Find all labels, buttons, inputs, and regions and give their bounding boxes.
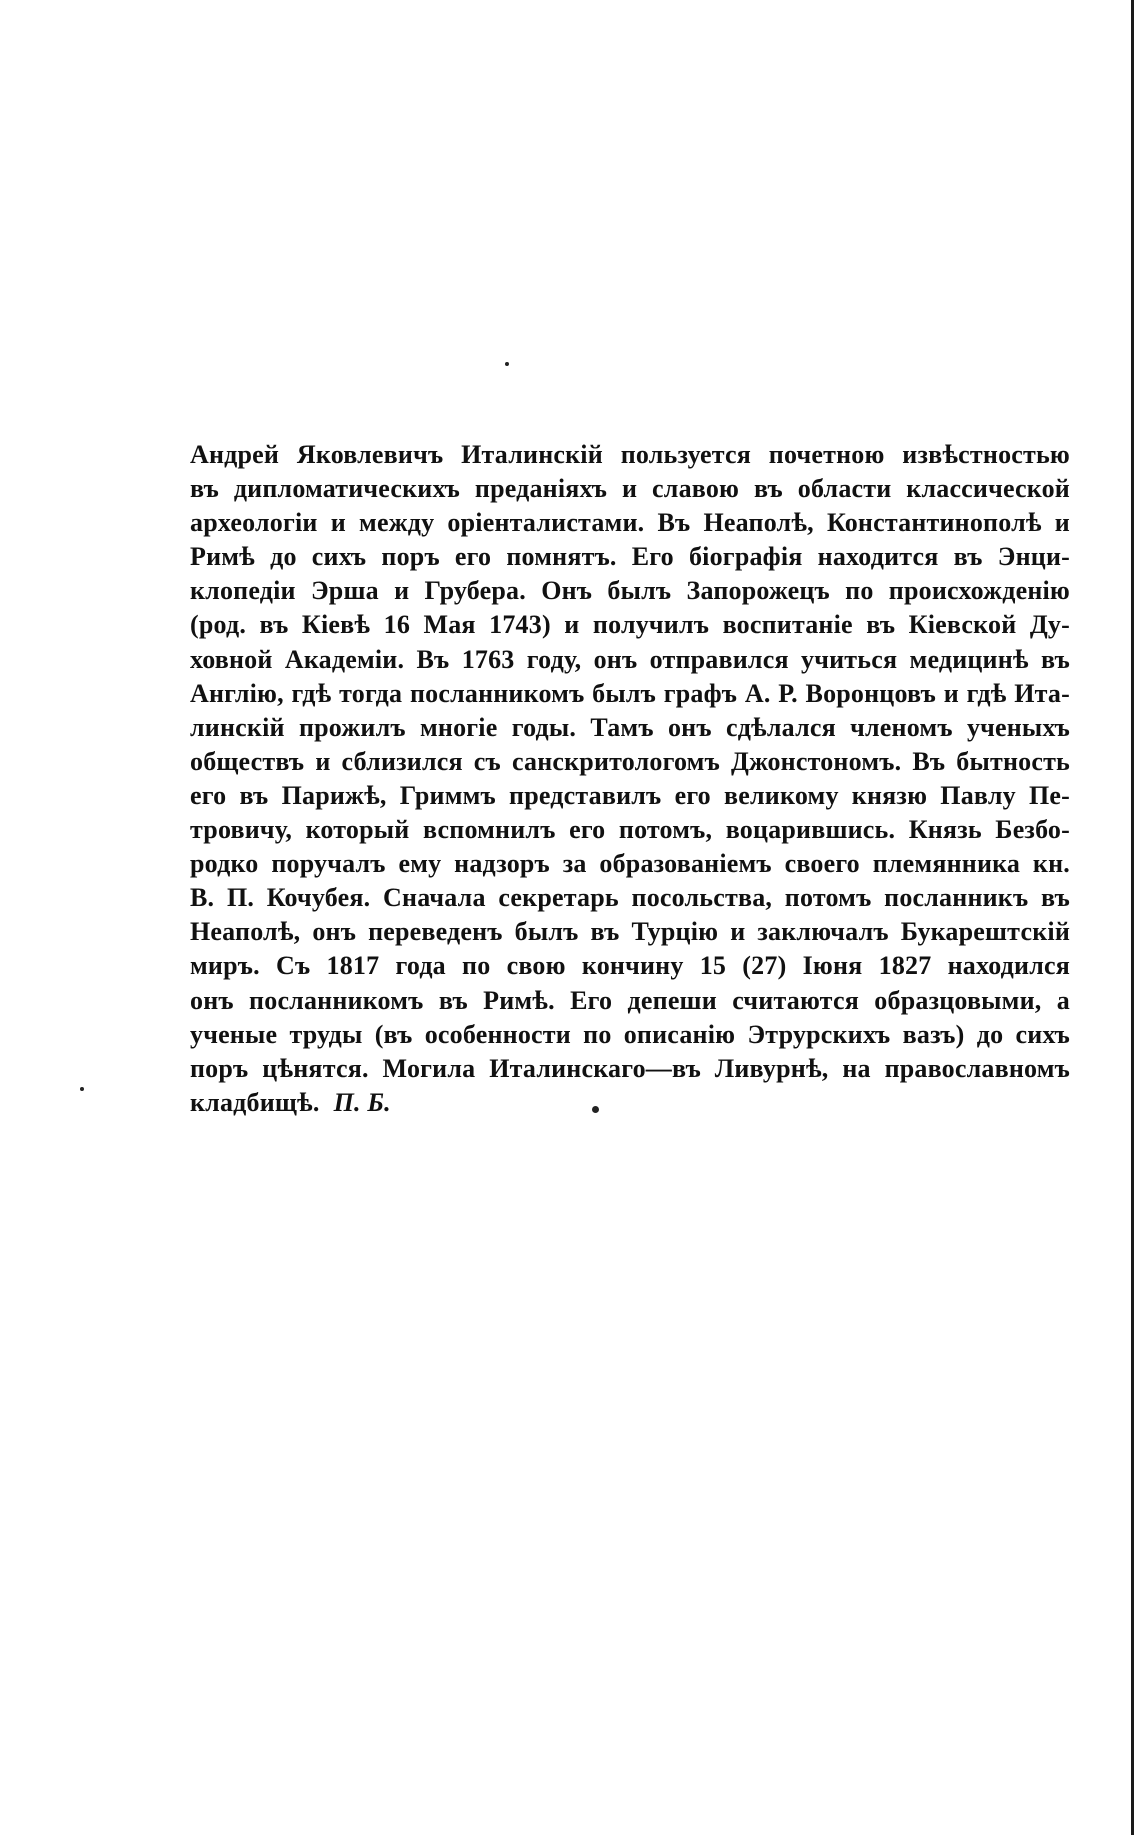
text-line: ученые труды (въ особенности по описанію Этрурскихъ вазъ) до сихъ xyxy=(190,1019,1070,1049)
text-line: тровичу, который вспомнилъ его потомъ, воцарившись. Князь Безбо- xyxy=(190,815,1070,845)
text-line: В. П. Кочубея. Сначала секретарь посольства, потомъ посланникъ въ xyxy=(190,883,1070,913)
page-edge-border xyxy=(1131,0,1134,1835)
text-line: въ дипломатическихъ преданіяхъ и славою въ области классической xyxy=(190,474,1070,504)
text-line: онъ посланникомъ въ Римѣ. Его депеши считаются образцовыми, а xyxy=(190,985,1070,1015)
text-line: миръ. Съ 1817 года по свою кончину 15 (27) Іюня 1827 находился xyxy=(190,951,1070,981)
text-line: Андрей Яковлевичъ Италинскій пользуется почетною извѣстностью xyxy=(190,440,1070,469)
text-line: его въ Парижѣ, Гриммъ представилъ его великому князю Павлу Пе- xyxy=(190,780,1070,810)
text-line: археологіи и между оріенталистами. Въ Неаполѣ, Константинополѣ и xyxy=(190,508,1070,538)
text-line: ховной Академіи. Въ 1763 году, онъ отправился учиться медицинѣ въ xyxy=(190,644,1070,674)
final-line xyxy=(190,1086,1070,1120)
text-line: Римѣ до сихъ поръ его помнятъ. Его біографія находится въ Энци- xyxy=(190,542,1070,572)
final-line-text: кладбищѣ. xyxy=(190,1087,320,1117)
text-line: Неаполѣ, онъ переведенъ былъ въ Турцію и заключалъ Букарештскій xyxy=(190,917,1070,947)
text-line: (род. въ Кіевѣ 16 Мая 1743) и получилъ воспитаніе въ Кіевской Ду- xyxy=(190,610,1070,640)
ink-speck xyxy=(505,362,509,366)
text-line: родко поручалъ ему надзоръ за образованіемъ своего племянника кн. xyxy=(190,849,1070,879)
text-line: поръ цѣнятся. Могила Италинскаго—въ Ливурнѣ, на православномъ xyxy=(190,1053,1070,1083)
ink-speck xyxy=(80,1087,84,1091)
text-line: Англію, гдѣ тогда посланникомъ былъ графъ А. Р. Воронцовъ и гдѣ Ита- xyxy=(190,678,1070,708)
biographical-note xyxy=(190,438,1070,1120)
text-line: линскій прожилъ многіе годы. Тамъ онъ сдѣлался членомъ ученыхъ xyxy=(190,712,1070,742)
text-line: обществъ и сблизился съ санскритологомъ Джонстономъ. Въ бытность xyxy=(190,746,1070,776)
text-line: клопедіи Эрша и Грубера. Онъ былъ Запорожецъ по происхожденію xyxy=(190,576,1070,606)
author-signature: П. Б. xyxy=(333,1087,391,1117)
